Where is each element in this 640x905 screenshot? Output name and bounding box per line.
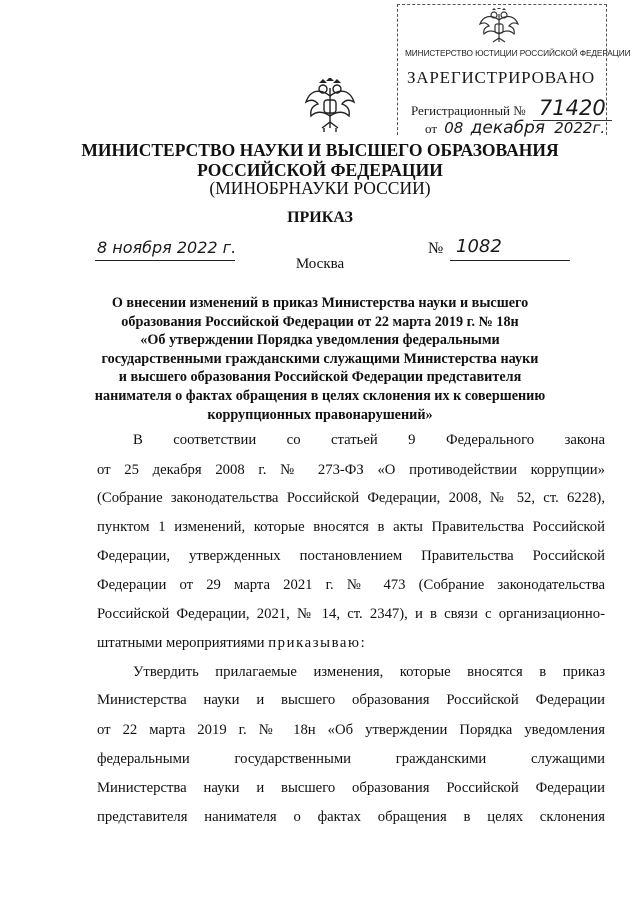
order-word: приказываю: [268,635,367,651]
paragraph1-line: Федерации, утвержденных постановлением Правительства Российской [97,548,605,564]
order-title [60,294,580,424]
paragraph2-line: Министерства науки и высшего образования Российской Федерации [97,692,605,708]
paragraph2-line: Министерства науки и высшего образования Российской Федерации [97,780,605,796]
stamp-eagle-emblem-icon [477,8,521,46]
stamp-date-prefix: от [425,121,438,136]
stamp-reg-number-row [411,96,612,120]
stamp-registered-label: ЗАРЕГИСТРИРОВАНО [406,68,596,87]
paragraph1-line: пунктом 1 изменений, которые вносятся в акты Правительства Российской [97,519,605,535]
title-line: образования Российской Федерации от 22 марта 2019 г. № 18н [121,313,519,330]
paragraph1-line: штатными мероприятиями [97,635,265,651]
stamp-date-month: декабря [470,118,546,138]
order-date: 8 ноября 2022 г. [97,238,237,257]
registration-stamp [397,4,631,138]
title-line: нанимателя о фактах обращения в целях склонения их к совершению [94,387,546,404]
ministry-short-name: (МИНОБРНАУКИ РОССИИ) [209,178,431,198]
stamp-reg-number: 71420 [533,96,612,121]
paragraph1-line: (Собрание законодательства Российской Федерации, 2008, № 52, ст. 6228), [97,490,605,506]
paragraph1-line: от 25 декабря 2008 г. № 273-ФЗ «О противодействии коррупции» [97,462,605,478]
coat-of-arms-icon [302,78,358,134]
order-city: Москва [295,256,345,272]
stamp-ministry-name: МИНИСТЕРСТВО ЮСТИЦИИ РОССИЙСКОЙ ФЕДЕРАЦИИ [405,48,631,58]
document-type: ПРИКАЗ [287,209,353,226]
ministry-name-line2: РОССИЙСКОЙ ФЕДЕРАЦИИ [197,160,443,180]
paragraph1-line: Федерации от 29 марта 2021 г. № 473 (Собрание законодательства [97,577,605,593]
paragraph2-line: представителя нанимателя о фактах обращения в целях склонения [97,809,605,825]
order-number: 1082 [456,236,502,257]
stamp-date-row [425,118,605,138]
paragraph2-line: Утвердить прилагаемые изменения, которые вносятся в приказ [133,664,605,680]
title-line: «Об утверждении Порядка уведомления федеральными [140,332,500,349]
stamp-date-day: 08 [444,119,464,137]
paragraph1-line: Российской Федерации, 2021, № 14, ст. 2347), и в связи с организационно- [97,606,605,622]
order-number-sign: № [428,240,444,257]
ministry-name-line1: МИНИСТЕРСТВО НАУКИ И ВЫСШЕГО ОБРАЗОВАНИЯ [81,140,559,160]
title-line: коррупционных правонарушений» [207,406,433,423]
paragraph2-line: от 22 марта 2019 г. № 18н «Об утверждении Порядка уведомления [97,722,605,738]
paragraph2-line: федеральными государственными гражданскими служащими [97,751,605,767]
title-line: О внесении изменений в приказ Министерства науки и высшего [111,295,529,311]
stamp-reg-number-label: Регистрационный № [411,103,526,118]
paragraph1-last-line [97,633,605,653]
paragraph1-line: В соответствии со статьей 9 Федерального закона [133,432,605,448]
stamp-date-year: 2022г. [554,119,606,137]
title-line: и высшего образования Российской Федерации представителя [118,369,522,386]
title-line: государственными гражданскими служащими Министерства науки [101,350,539,367]
